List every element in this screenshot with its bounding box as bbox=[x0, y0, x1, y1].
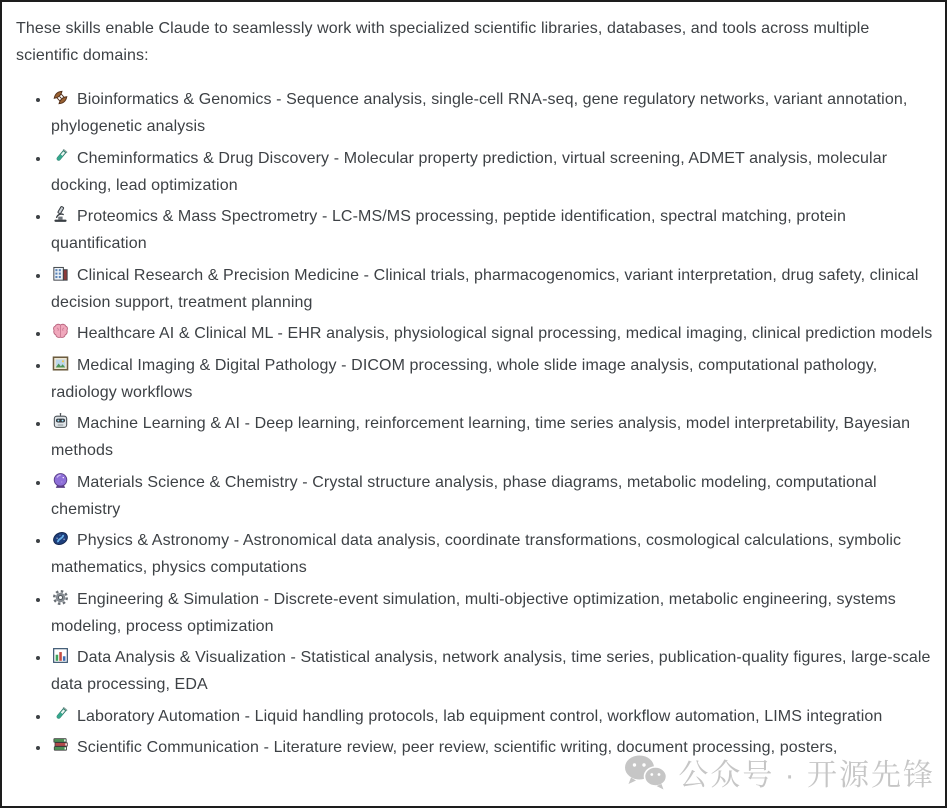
skill-item bbox=[51, 262, 935, 316]
skill-item bbox=[51, 203, 935, 257]
skill-separator: - bbox=[336, 356, 352, 374]
skill-separator: - bbox=[229, 532, 243, 549]
wechat-icon bbox=[622, 753, 668, 791]
skill-item bbox=[51, 469, 935, 523]
skill-title: Cheminformatics & Drug Discovery bbox=[77, 149, 330, 167]
skill-description: Liquid handling protocols, lab equipment control, workflow automation, LIMS integration bbox=[254, 707, 883, 725]
skill-item bbox=[51, 320, 935, 347]
watermark-text: 公众号 · 开源先锋 bbox=[678, 759, 935, 792]
skill-description: Astronomical data analysis, coordinate transformations, cosmological calculations, symbolic mathematics, physics computations bbox=[51, 532, 902, 576]
dna-icon bbox=[51, 88, 70, 107]
skill-description: Clinical trials, pharmacogenomics, variant interpretation, drug safety, clinical decision support, treatment planning bbox=[51, 266, 919, 311]
skill-title: Bioinformatics & Genomics bbox=[77, 91, 272, 108]
books-icon bbox=[51, 736, 70, 755]
skill-separator: - bbox=[272, 325, 288, 342]
skill-separator: - bbox=[259, 739, 274, 756]
milky-way-icon bbox=[51, 529, 70, 548]
skill-item bbox=[51, 703, 935, 730]
skill-title: Engineering & Simulation bbox=[77, 590, 260, 608]
skill-title: Clinical Research & Precision Medicine bbox=[77, 266, 360, 284]
skills-list bbox=[16, 86, 935, 761]
skill-title: Laboratory Automation bbox=[77, 707, 241, 725]
skill-description: Crystal structure analysis, phase diagrams, metabolic modeling, computational chemistry bbox=[51, 473, 877, 518]
hospital-icon bbox=[51, 264, 70, 283]
watermark bbox=[622, 750, 935, 794]
skill-separator: - bbox=[317, 208, 332, 225]
skill-separator: - bbox=[240, 707, 255, 725]
skill-item bbox=[51, 410, 935, 464]
robot-icon bbox=[51, 412, 70, 431]
skill-description: LC-MS/MS processing, peptide identification, spectral matching, protein quantification bbox=[51, 208, 846, 252]
skill-item bbox=[51, 86, 935, 140]
content-area bbox=[2, 2, 945, 761]
test-tube-icon bbox=[51, 147, 70, 166]
skill-description: EHR analysis, physiological signal processing, medical imaging, clinical prediction models bbox=[287, 325, 933, 342]
brain-icon bbox=[51, 322, 70, 341]
skill-separator: - bbox=[297, 473, 313, 491]
skill-description: Literature review, peer review, scientific writing, document processing, posters, bbox=[273, 739, 838, 756]
skill-separator: - bbox=[259, 590, 274, 608]
skill-description: DICOM processing, whole slide image analysis, computational pathology, radiology workflows bbox=[51, 356, 878, 401]
bar-chart-icon bbox=[51, 646, 70, 665]
skill-description: Sequence analysis, single-cell RNA-seq, gene regulatory networks, variant annotation, phylogenetic analysis bbox=[51, 91, 908, 135]
skill-description: Deep learning, reinforcement learning, time series analysis, model interpretability, Bayesian methods bbox=[51, 415, 911, 459]
skill-item bbox=[51, 352, 935, 406]
skill-separator: - bbox=[285, 649, 301, 666]
intro-paragraph: These skills enable Claude to seamlessly work with specialized scientific libraries, databases, and tools across multiple scientific domains: bbox=[16, 20, 870, 64]
skill-title: Scientific Communication bbox=[77, 739, 260, 756]
skill-title: Machine Learning & AI bbox=[77, 415, 241, 432]
microscope-icon bbox=[51, 205, 70, 224]
skill-separator: - bbox=[271, 91, 287, 108]
skill-title: Data Analysis & Visualization bbox=[77, 649, 286, 666]
crystal-ball-icon bbox=[51, 471, 70, 490]
skill-item bbox=[51, 644, 935, 698]
test-tube-icon bbox=[51, 705, 70, 724]
skill-description: Statistical analysis, network analysis, time series, publication-quality figures, large-scale data processing, EDA bbox=[51, 649, 931, 693]
gear-icon bbox=[51, 588, 70, 607]
skill-item bbox=[51, 527, 935, 581]
skill-separator: - bbox=[329, 149, 344, 167]
skill-item bbox=[51, 586, 935, 640]
skill-description: Discrete-event simulation, multi-objective optimization, metabolic engineering, systems modeling, process optimization bbox=[51, 590, 896, 635]
skill-item bbox=[51, 145, 935, 199]
framed-picture-icon bbox=[51, 354, 70, 373]
skill-description: Molecular property prediction, virtual screening, ADMET analysis, molecular docking, lead optimization bbox=[51, 149, 888, 194]
skill-separator: - bbox=[359, 266, 374, 284]
skill-title: Materials Science & Chemistry bbox=[77, 473, 298, 491]
skill-title: Medical Imaging & Digital Pathology bbox=[77, 356, 337, 374]
skill-separator: - bbox=[240, 415, 255, 432]
skill-title: Physics & Astronomy bbox=[77, 532, 230, 549]
skill-title: Healthcare AI & Clinical ML bbox=[77, 325, 273, 342]
skill-title: Proteomics & Mass Spectrometry bbox=[77, 208, 318, 225]
